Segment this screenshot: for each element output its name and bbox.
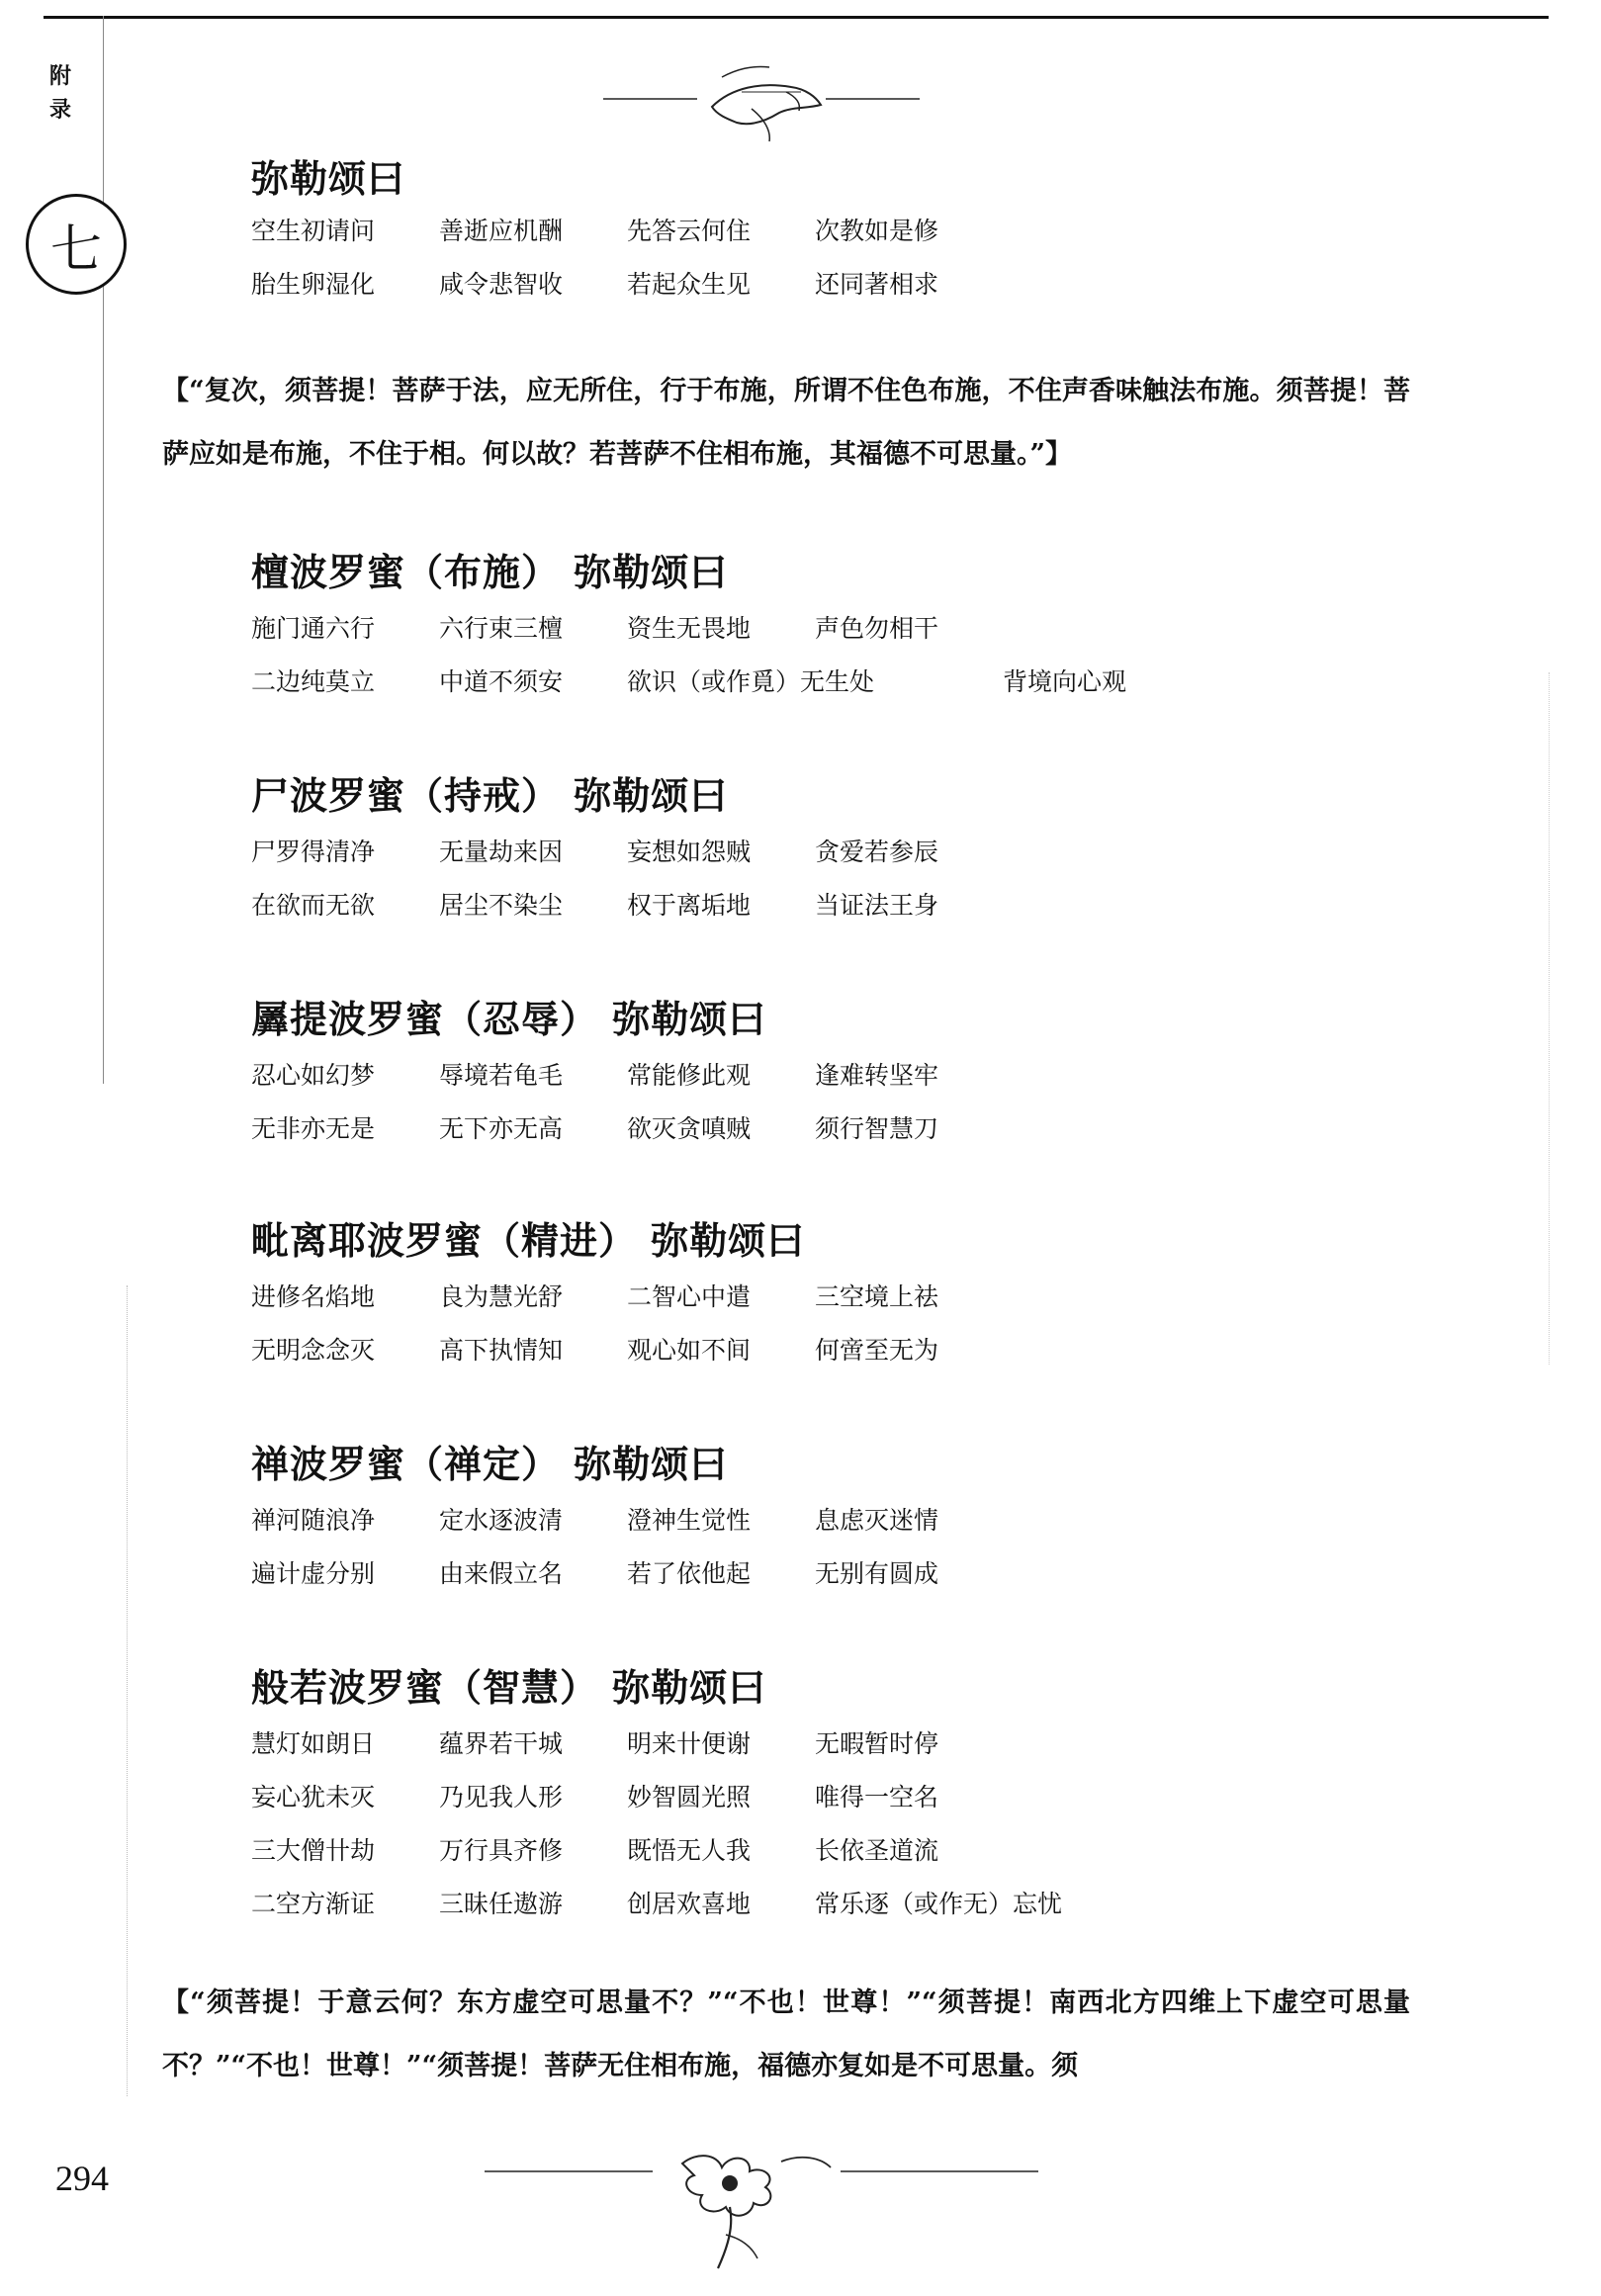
verse-phrase: 明来卄便谢 <box>627 1729 752 1758</box>
verse-phrase: 高下执情知 <box>439 1336 564 1365</box>
verse-phrase: 唯得一空名 <box>815 1783 939 1811</box>
verse-phrase: 妄想如怨贼 <box>627 838 752 866</box>
verse-line <box>251 1724 938 1760</box>
verse-phrase: 施门通六行 <box>251 614 376 643</box>
verse-phrase: 无别有圆成 <box>815 1559 939 1588</box>
verse-phrase: 二智心中遣 <box>627 1282 752 1311</box>
section-heading: 弥勒颂曰 <box>251 157 406 201</box>
verse-phrase: 三昧任遨游 <box>439 1890 564 1918</box>
verse-phrase: 良为慧光舒 <box>439 1282 564 1311</box>
verse-phrase: 息虑灭迷情 <box>815 1506 939 1535</box>
chapter-label: 七 <box>49 220 102 280</box>
verse-phrase: 二边纯莫立 <box>251 667 376 696</box>
verse-phrase: 无量劫来因 <box>439 838 564 866</box>
verse-phrase: 空生初请问 <box>251 217 376 245</box>
verse-line <box>251 1278 938 1313</box>
verse-phrase: 妙智圆光照 <box>627 1783 752 1811</box>
verse-line <box>251 1501 938 1537</box>
verse-line <box>251 265 938 301</box>
verse-phrase: 三大僧卄劫 <box>251 1836 376 1865</box>
verse-phrase: 遍计虚分别 <box>251 1559 376 1588</box>
verse-phrase: 善逝应机酬 <box>439 217 564 245</box>
verse-phrase: 创居欢喜地 <box>627 1890 752 1918</box>
verse-phrase: 权于离垢地 <box>627 891 752 920</box>
verse-phrase: 蕴界若干城 <box>439 1729 564 1758</box>
verse-phrase: 无下亦无高 <box>439 1114 564 1143</box>
verse-phrase: 何啻至无为 <box>815 1336 939 1365</box>
verse-phrase: 若了依他起 <box>627 1559 752 1588</box>
section-heading: 羼提波罗蜜（忍辱） 弥勒颂曰 <box>251 998 767 1041</box>
verse-phrase: 无非亦无是 <box>251 1114 376 1143</box>
verse-line <box>251 1831 938 1867</box>
verse-phrase: 咸令悲智收 <box>439 270 564 299</box>
verse-phrase: 胎生卵湿化 <box>251 270 376 299</box>
verse-line <box>251 212 938 247</box>
verse-phrase: 辱境若龟毛 <box>439 1061 564 1090</box>
page-number: 294 <box>55 2159 109 2198</box>
verse-phrase: 贪爱若参辰 <box>815 838 939 866</box>
verse-phrase: 还同著相求 <box>815 270 939 299</box>
verse-phrase: 万行具齐修 <box>439 1836 564 1865</box>
verse-line <box>251 1056 938 1092</box>
verse-phrase: 中道不须安 <box>439 667 564 696</box>
verse-phrase: 二空方渐证 <box>251 1890 376 1918</box>
side-rule <box>103 16 104 1084</box>
side-tab-appendix <box>44 59 77 127</box>
verse-line <box>251 609 938 645</box>
verse-phrase: 六行束三檀 <box>439 614 564 643</box>
verse-phrase: 逢难转坚牢 <box>815 1061 939 1090</box>
section-heading: 檀波罗蜜（布施） 弥勒颂曰 <box>251 551 729 594</box>
verse-phrase: 若起众生见 <box>627 270 752 299</box>
verse-phrase: 长依圣道流 <box>815 1836 939 1865</box>
hand-ornament-icon <box>603 47 920 156</box>
side-tab-char-1: 附 <box>48 63 71 89</box>
verse-line <box>251 1109 938 1145</box>
section-heading: 禅波罗蜜（禅定） 弥勒颂曰 <box>251 1443 729 1486</box>
verse-phrase: 尸罗得清净 <box>251 838 376 866</box>
verse-line <box>251 1885 1062 1920</box>
section-heading: 般若波罗蜜（智慧） 弥勒颂曰 <box>251 1666 767 1710</box>
verse-phrase: 声色勿相干 <box>815 614 939 643</box>
side-tab-char-2: 录 <box>48 97 71 123</box>
verse-phrase: 观心如不间 <box>627 1336 752 1365</box>
right-margin-dotted-line <box>1549 672 1551 1365</box>
verse-phrase: 无明念念灭 <box>251 1336 376 1365</box>
verse-phrase: 欲识（或作覓）无生处 <box>627 667 875 696</box>
verse-phrase: 当证法王身 <box>815 891 939 920</box>
verse-phrase: 常能修此观 <box>627 1061 752 1090</box>
verse-phrase: 先答云何住 <box>627 217 752 245</box>
verse-phrase: 背境向心观 <box>1003 667 1127 696</box>
verse-phrase: 资生无畏地 <box>627 614 752 643</box>
verse-phrase: 在欲而无欲 <box>251 891 376 920</box>
section-heading: 尸波罗蜜（持戒） 弥勒颂曰 <box>251 774 729 818</box>
margin-dotted-line <box>127 1285 129 2096</box>
verse-phrase: 须行智慧刀 <box>815 1114 939 1143</box>
verse-phrase: 慧灯如朗日 <box>251 1729 376 1758</box>
top-rule <box>44 16 1549 19</box>
verse-phrase: 无暇暂时停 <box>815 1729 939 1758</box>
verse-phrase: 澄神生觉性 <box>627 1506 752 1535</box>
sutra-paragraph: 【“复次，须菩提！菩萨于法，应无所住，行于布施，所谓不住色布施，不住声香味触法布施。须菩提！菩萨应如是布施，不住于相。何以故？若菩萨不住相布施，其福德不可思量。”】 <box>162 376 1410 470</box>
chapter-badge <box>26 194 127 295</box>
verse-line <box>251 833 938 868</box>
verse-line <box>251 662 1126 698</box>
verse-line <box>251 1554 938 1590</box>
verse-phrase: 妄心犹未灭 <box>251 1783 376 1811</box>
verse-phrase: 乃见我人形 <box>439 1783 564 1811</box>
sutra-paragraph: 【“须菩提！于意云何？东方虚空可思量不？”“不也！世尊！”“须菩提！南西北方四维上下虚空可思量不？”“不也！世尊！”“须菩提！菩萨无住相布施，福德亦复如是不可思量。须 <box>162 1987 1410 2081</box>
verse-line <box>251 1778 938 1813</box>
verse-line <box>251 1331 938 1367</box>
verse-phrase: 居尘不染尘 <box>439 891 564 920</box>
section-heading: 毗离耶波罗蜜（精进） 弥勒颂曰 <box>251 1219 806 1263</box>
verse-line <box>251 886 938 922</box>
verse-phrase: 三空境上祛 <box>815 1282 939 1311</box>
verse-phrase: 忍心如幻梦 <box>251 1061 376 1090</box>
verse-phrase: 欲灭贪嗔贼 <box>627 1114 752 1143</box>
flower-ornament-icon <box>485 2144 1038 2282</box>
verse-phrase: 既悟无人我 <box>627 1836 752 1865</box>
verse-phrase: 禅河随浪净 <box>251 1506 376 1535</box>
verse-phrase: 次教如是修 <box>815 217 939 245</box>
verse-phrase: 定水逐波清 <box>439 1506 564 1535</box>
verse-phrase: 常乐逐（或作无）忘忧 <box>815 1890 1063 1918</box>
verse-phrase: 由来假立名 <box>439 1559 564 1588</box>
verse-phrase: 进修名焰地 <box>251 1282 376 1311</box>
